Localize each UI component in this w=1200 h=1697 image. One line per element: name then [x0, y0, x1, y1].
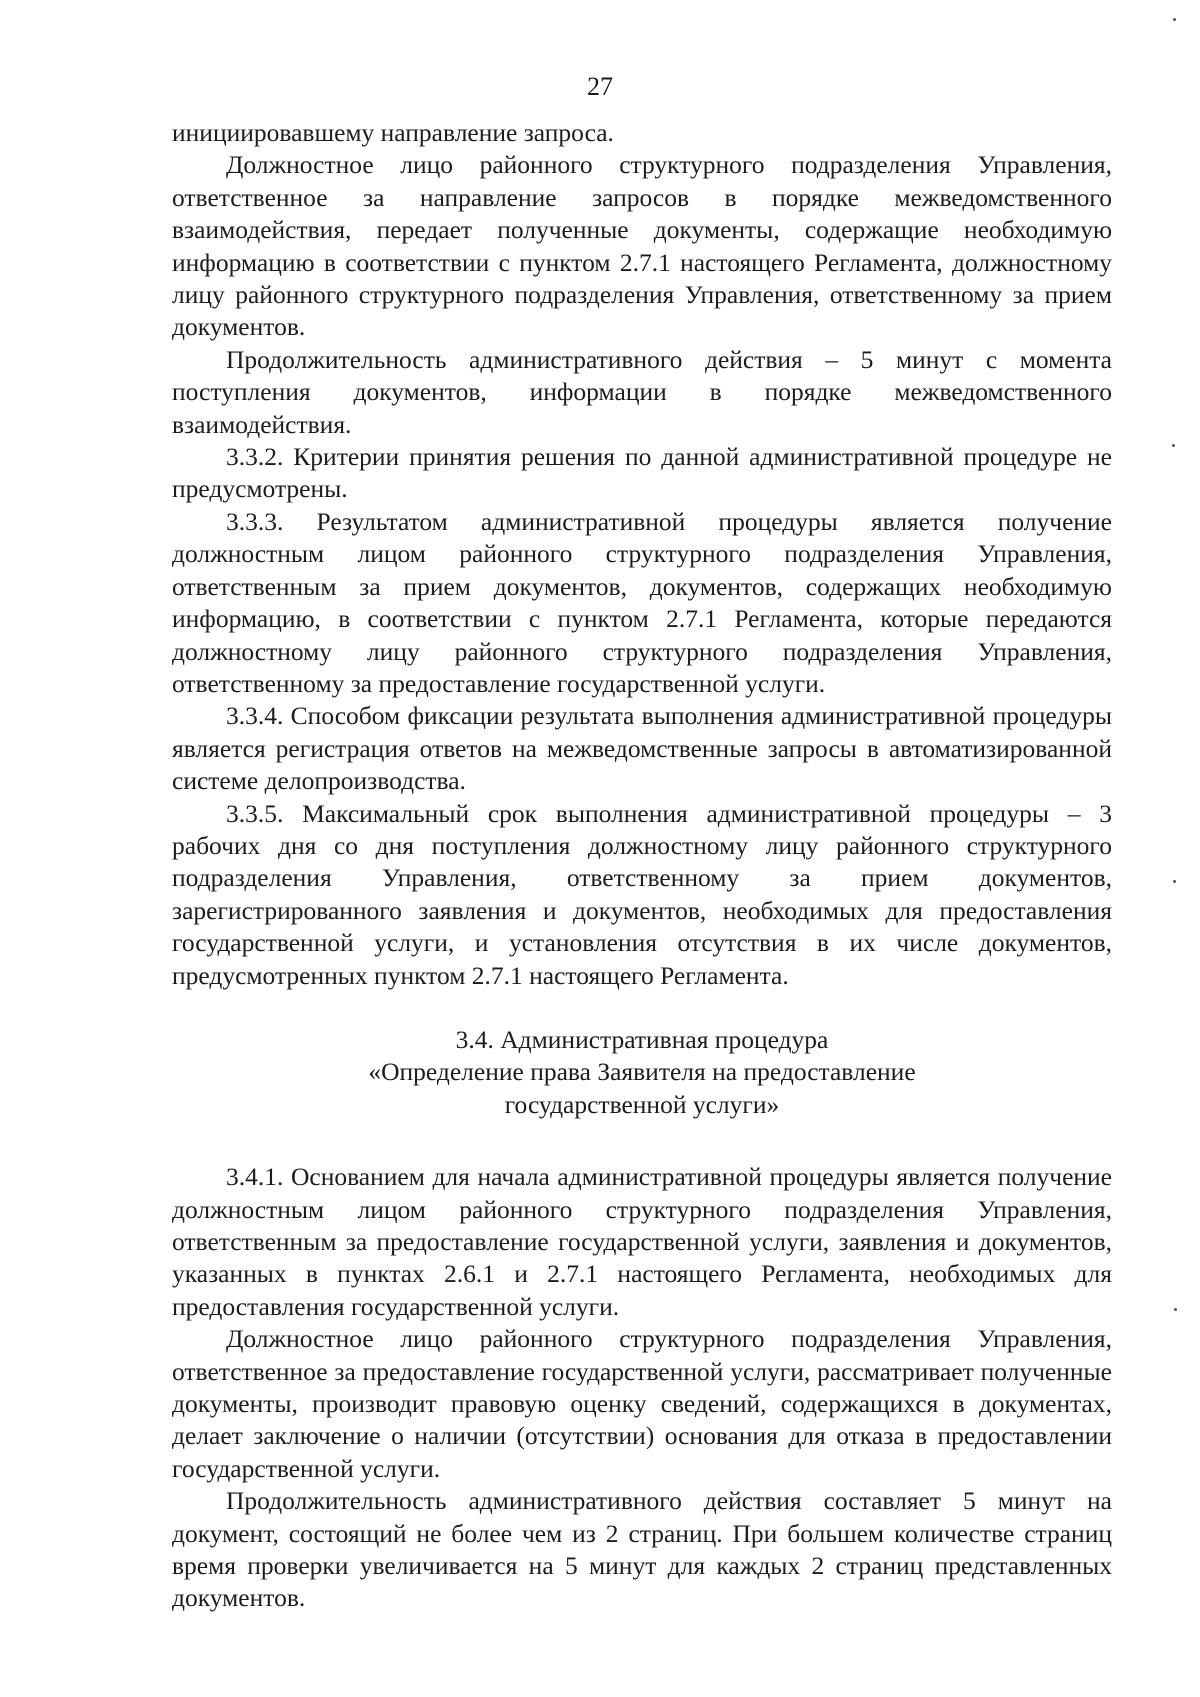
paragraph: 3.3.2. Критерии принятия решения по данной административной процедуре не предусмотрены.	[172, 442, 1112, 504]
paragraph: Должностное лицо районного структурного подразделения Управления, ответственное за предоставление государственной услуги, рассматривает полученные документы, производит правовую оценку сведений, содержащихся в документах, делает заключение о наличии (отсутствии) основания для отказа в предоставлении государственной услуги.	[172, 1324, 1112, 1483]
paragraph: Должностное лицо районного структурного подразделения Управления, ответственное за направление запросов в порядке межведомственного взаимодействия, передает полученные документы, содержащие необходимую информацию в соответствии с пунктом 2.7.1 настоящего Регламента, должностному лицу районного структурного подразделения Управления, ответственному за прием документов.	[172, 150, 1112, 342]
paragraph: 3.4.1. Основанием для начала административной процедуры является получение должностным лицом районного структурного подразделения Управления, ответственным за предоставление государственной услуги, заявления и документов, указанных в пунктах 2.6.1 и 2.7.1 настоящего Регламента, необходимых для предоставления государственной услуги.	[172, 1162, 1112, 1321]
section-heading-line: «Определение права Заявителя на предоставление	[368, 1057, 916, 1087]
section-heading	[172, 1024, 1112, 1121]
section-heading-line: 3.4. Административная процедура	[455, 1024, 829, 1054]
paragraph: инициировавшему направление запроса.	[172, 118, 614, 147]
section-heading-line: государственной услуги»	[504, 1089, 780, 1119]
paragraph: Продолжительность административного действия – 5 минут с момента поступления документов, информации в порядке межведомственного взаимодействия.	[172, 344, 1112, 439]
paragraph: 3.3.5. Максимальный срок выполнения административной процедуры – 3 рабочих дня со дня поступления должностному лицу районного структурного подразделения Управления, ответственному за прием документов, зарегистрированного заявления и документов, необходимых для предоставления государственной услуги, и установления отсутствия в их числе документов, предусмотренных пунктом 2.7.1 настоящего Регламента.	[172, 798, 1112, 990]
paragraph: 3.3.4. Способом фиксации результата выполнения административной процедуры является регистрация ответов на межведомственные запросы в автоматизированной системе делопроизводства.	[172, 701, 1112, 796]
document-body	[172, 117, 1112, 1615]
scan-speck	[1172, 444, 1175, 447]
scan-speck	[1173, 18, 1176, 21]
page-number: 27	[587, 72, 613, 101]
scan-speck	[1174, 1308, 1177, 1311]
scan-speck	[1173, 880, 1176, 883]
paragraph: Продолжительность административного действия составляет 5 минут на документ, состоящий не более чем из 2 страниц. При большем количестве страниц время проверки увеличивается на 5 минут для каждых 2 страниц представленных документов.	[172, 1486, 1112, 1613]
paragraph: 3.3.3. Результатом административной процедуры является получение должностным лицом районного структурного подразделения Управления, ответственным за прием документов, документов, содержащих необходимую информацию, в соответствии с пунктом 2.7.1 Регламента, которые передаются должностному лицу районного структурного подразделения Управления, ответственному за предоставление государственной услуги.	[172, 506, 1112, 698]
